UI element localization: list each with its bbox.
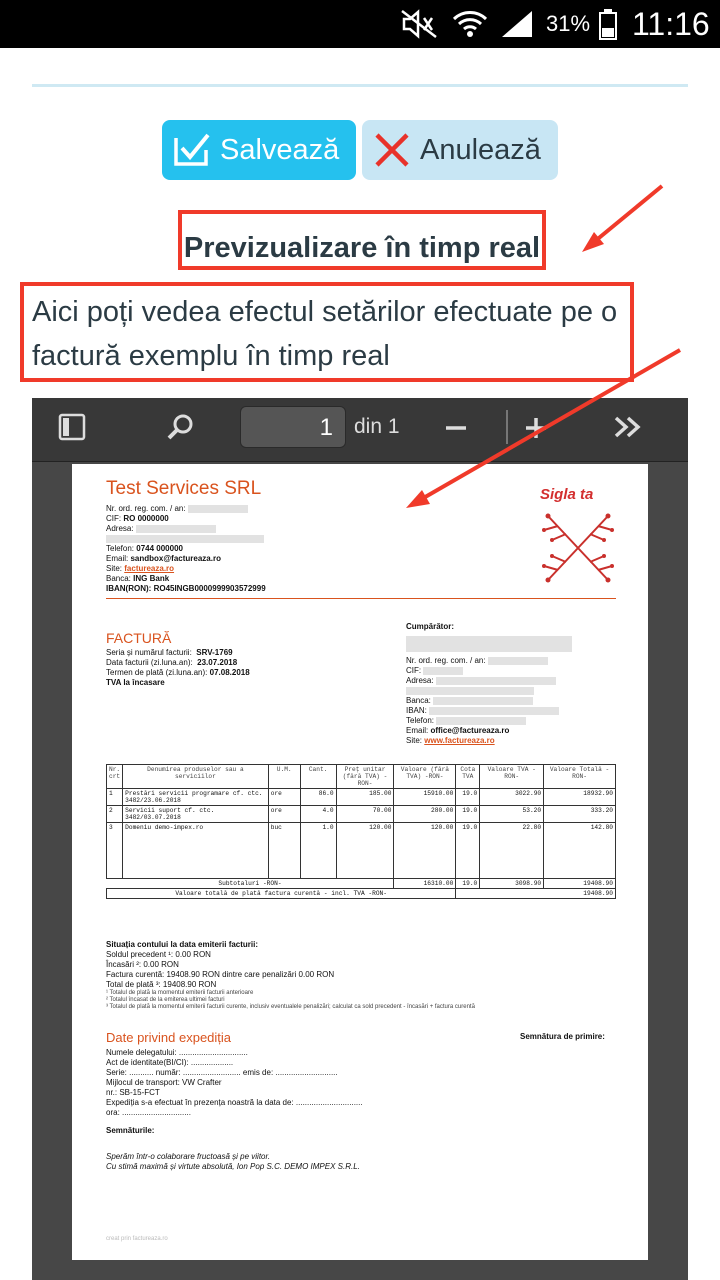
buyer-iban-label: IBAN: bbox=[406, 706, 427, 715]
cell: 3098.90 bbox=[480, 879, 544, 889]
col-header: U.M. bbox=[268, 765, 300, 789]
buyer-address-label: Adresa: bbox=[406, 676, 434, 685]
cell: 280.00 bbox=[394, 806, 456, 823]
cancel-label: Anulează bbox=[420, 133, 541, 166]
cell: 142.80 bbox=[544, 823, 616, 879]
shipping-line: Mijlocul de transport: VW Crafter bbox=[106, 1078, 222, 1087]
document-title: FACTURĂ bbox=[106, 630, 172, 646]
account-line: Încasări ²: 0.00 RON bbox=[106, 960, 179, 969]
cell: Prestări servicii programare cf. ctc. 3482/23.06.2018 bbox=[123, 789, 269, 806]
preview-description: Aici poți vedea efectul setărilor efectuate pe o factură exemplu în timp real bbox=[32, 296, 618, 372]
col-header: Valoare (fără TVA) -RON- bbox=[394, 765, 456, 789]
cell: 120.00 bbox=[394, 823, 456, 879]
col-header: Cota TVA bbox=[456, 765, 480, 789]
footnote: ³ Totalul de plată la momentul emiterii facturii curente, inclusiv eventualele penalizări; calculat ca sold precedent - încasări + factura curentă bbox=[106, 1004, 475, 1010]
buyer-phone-label: Telefon: bbox=[406, 716, 435, 725]
invoice-series: SRV-1769 bbox=[196, 648, 233, 657]
seller-reg-label: Nr. ord. reg. com. / an: bbox=[106, 504, 186, 513]
shipping-line: Act de identitate(BI/CI): ................... bbox=[106, 1058, 234, 1067]
cell: 86.0 bbox=[300, 789, 336, 806]
seller-bank: ING Bank bbox=[133, 574, 170, 583]
seller-iban-label: IBAN(RON): bbox=[106, 584, 152, 593]
cell: Servicii suport cf. ctc. 3482/03.07.2018 bbox=[123, 806, 269, 823]
shipping-heading: Date privind expediția bbox=[106, 1030, 232, 1045]
vat-note: TVA la încasare bbox=[106, 678, 165, 687]
page-count: din 1 bbox=[354, 415, 400, 438]
buyer-reg-label: Nr. ord. reg. com. / an: bbox=[406, 656, 486, 665]
buyer-bank-label: Banca: bbox=[406, 696, 431, 705]
cell: ore bbox=[268, 806, 300, 823]
seller-email: sandbox@factureaza.ro bbox=[130, 554, 221, 563]
cell: buc bbox=[268, 823, 300, 879]
seller-bank-label: Banca: bbox=[106, 574, 131, 583]
cell: 333.20 bbox=[544, 806, 616, 823]
footnote: ¹ Totalul de plată la momentul emiterii facturii anterioare bbox=[106, 990, 254, 996]
cell: 53.20 bbox=[480, 806, 544, 823]
col-header: Denumirea produselor sau a serviciilor bbox=[123, 765, 269, 789]
seller-site-label: Site: bbox=[106, 564, 123, 573]
invoice-date: 23.07.2018 bbox=[197, 658, 238, 667]
closing-line: Cu stimă maximă și virtute absolută, Ion Pop S.C. DEMO IMPEX S.R.L. bbox=[106, 1162, 360, 1171]
col-header: Valoare TVA -RON- bbox=[480, 765, 544, 789]
cell: 22.80 bbox=[480, 823, 544, 879]
seller-phone-label: Telefon: bbox=[106, 544, 135, 553]
col-header: Cant. bbox=[300, 765, 336, 789]
seller-cif-label: CIF: bbox=[106, 514, 122, 523]
shipping-line: ora: ............................... bbox=[106, 1108, 191, 1117]
total-label: Valoare totală de plată factura curentă - incl. TVA -RON- bbox=[107, 889, 456, 899]
col-header: Nr. crt bbox=[107, 765, 123, 789]
cell: 19.0 bbox=[456, 806, 480, 823]
shipping-line: Numele delegatului: ............................... bbox=[106, 1048, 248, 1057]
seller-phone: 0744 000000 bbox=[136, 544, 183, 553]
buyer-cif-label: CIF: bbox=[406, 666, 422, 675]
account-heading: Situația contului la data emiterii facturii: bbox=[106, 940, 259, 949]
cell: 16310.00 bbox=[394, 879, 456, 889]
cell: 3022.90 bbox=[480, 789, 544, 806]
cell: 2 bbox=[107, 806, 123, 823]
seller-email-label: Email: bbox=[106, 554, 129, 563]
seller-site-link[interactable]: factureaza.ro bbox=[124, 564, 175, 573]
shipping-line: Serie: ........... număr: .......................... emis de: ............................ bbox=[106, 1068, 338, 1077]
seller-iban: RO45INGB0000999903572999 bbox=[153, 584, 266, 593]
shipping-line: Expediția s-a efectuat în prezența noastră la data de: .............................. bbox=[106, 1098, 363, 1107]
closing-line: Sperăm într-o colaborare fructoasă și pe viitor. bbox=[106, 1152, 271, 1161]
save-label: Salvează bbox=[220, 133, 340, 166]
series-label: Seria și numărul facturii: bbox=[106, 648, 192, 657]
cell: 1.0 bbox=[300, 823, 336, 879]
buyer-heading: Cumpărător: bbox=[406, 622, 455, 631]
signatures-label: Semnăturile: bbox=[106, 1126, 155, 1135]
arrowhead-icon bbox=[406, 490, 430, 508]
cell: ore bbox=[268, 789, 300, 806]
cell: 19.0 bbox=[456, 789, 480, 806]
col-header: Valoare Totală -RON- bbox=[544, 765, 616, 789]
cell: 15910.00 bbox=[394, 789, 456, 806]
cell: 3 bbox=[107, 823, 123, 879]
invoice-due-date: 07.08.2018 bbox=[209, 668, 250, 677]
footer-credit: creat prin factureaza.ro bbox=[106, 1236, 168, 1242]
total-value: 19408.90 bbox=[456, 889, 616, 899]
company-name: Test Services SRL bbox=[106, 478, 262, 499]
page-number-input[interactable]: 1 bbox=[240, 406, 346, 448]
buyer-site-label: Site: bbox=[406, 736, 423, 745]
due-label: Termen de plată (zi.luna.an): bbox=[106, 668, 208, 677]
account-line: Factura curentă: 19408.90 RON dintre care penalizări 0.00 RON bbox=[106, 970, 335, 979]
subtotal-label: Subtotaluri -RON- bbox=[107, 879, 394, 889]
shipping-line: nr.: SB-15-FCT bbox=[106, 1088, 160, 1097]
cell: 19.0 bbox=[456, 879, 480, 889]
footnote: ² Totalul încasat de la emiterea ultimei facturi bbox=[106, 997, 225, 1003]
receipt-signature-label: Semnătura de primire: bbox=[520, 1032, 605, 1041]
cell: 19408.90 bbox=[544, 879, 616, 889]
cell: 185.00 bbox=[336, 789, 394, 806]
cell: 1 bbox=[107, 789, 123, 806]
seller-address-label: Adresa: bbox=[106, 524, 134, 533]
cell: 120.00 bbox=[336, 823, 394, 879]
cell: 19.0 bbox=[456, 823, 480, 879]
seller-cif: RO 0000000 bbox=[123, 514, 169, 523]
cell: 70.00 bbox=[336, 806, 394, 823]
cell: 4.0 bbox=[300, 806, 336, 823]
preview-title: Previzualizare în timp real bbox=[183, 232, 541, 264]
account-line: Total de plată ³: 19408.90 RON bbox=[106, 980, 217, 989]
cell: Domeniu demo-impex.ro bbox=[123, 823, 269, 879]
col-header: Preț unitar (fără TVA) -RON- bbox=[336, 765, 394, 789]
logo-placeholder: Sigla ta bbox=[540, 486, 594, 503]
buyer-site-link[interactable]: www.factureaza.ro bbox=[424, 736, 495, 745]
battery-percent: 31% bbox=[546, 11, 591, 36]
date-label: Data facturii (zi.luna.an): bbox=[106, 658, 193, 667]
cell: 18932.90 bbox=[544, 789, 616, 806]
clock: 11:16 bbox=[632, 5, 710, 42]
buyer-email-label: Email: bbox=[406, 726, 429, 735]
buyer-email: office@factureaza.ro bbox=[430, 726, 510, 735]
account-line: Soldul precedent ¹: 0.00 RON bbox=[106, 950, 211, 959]
